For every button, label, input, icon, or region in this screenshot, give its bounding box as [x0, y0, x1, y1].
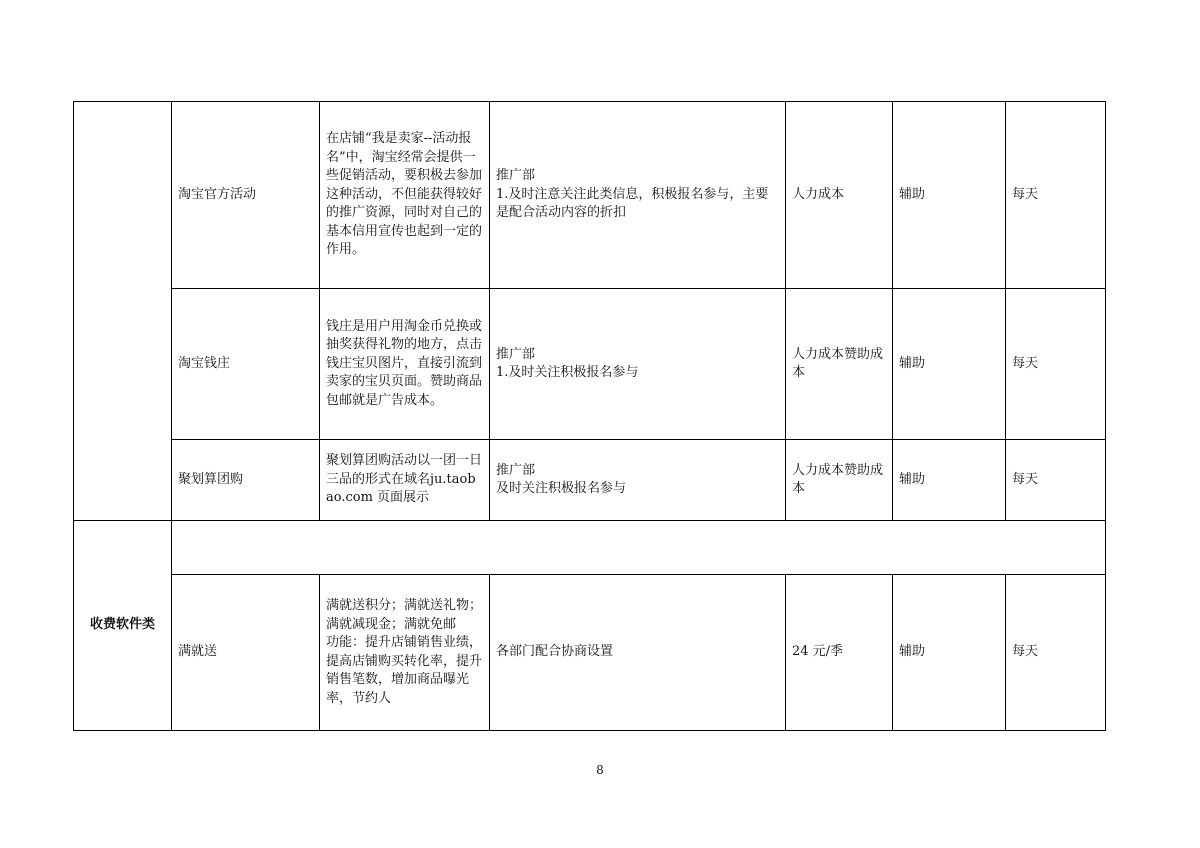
- item-name: 淘宝官方活动: [172, 102, 320, 289]
- item-description: 聚划算团购活动以一团一日三品的形式在域名ju.taobao.com 页面展示: [320, 440, 490, 521]
- item-cost: 24 元/季: [786, 575, 893, 731]
- table-row: [74, 440, 1106, 521]
- item-frequency: 每天: [1006, 289, 1106, 440]
- item-frequency: 每天: [1006, 575, 1106, 731]
- item-execution: 推广部 1.及时注意关注此类信息，积极报名参与，主要是配合活动内容的折扣: [490, 102, 786, 289]
- empty-merged-cell: [172, 521, 1106, 575]
- page-number: 8: [596, 763, 604, 777]
- item-role: 辅助: [893, 440, 1006, 521]
- promotion-table: [73, 101, 1106, 731]
- table-row: [74, 521, 1106, 575]
- item-name: 满就送: [172, 575, 320, 731]
- item-cost: 人力成本: [786, 102, 893, 289]
- category-cell-continued: [74, 102, 172, 521]
- item-description: 钱庄是用户用淘金币兑换或抽奖获得礼物的地方，点击钱庄宝贝图片，直接引流到卖家的宝贝页面。赞助商品包邮就是广告成本。: [320, 289, 490, 440]
- item-frequency: 每天: [1006, 102, 1106, 289]
- item-execution: 各部门配合协商设置: [490, 575, 786, 731]
- item-execution: 推广部 1.及时关注积极报名参与: [490, 289, 786, 440]
- item-execution: 推广部 及时关注积极报名参与: [490, 440, 786, 521]
- item-cost: 人力成本赞助成本: [786, 289, 893, 440]
- item-role: 辅助: [893, 289, 1006, 440]
- table-row: [74, 575, 1106, 731]
- category-cell: 收费软件类: [74, 521, 172, 731]
- item-frequency: 每天: [1006, 440, 1106, 521]
- item-role: 辅助: [893, 102, 1006, 289]
- table-row: [74, 102, 1106, 289]
- item-role: 辅助: [893, 575, 1006, 731]
- item-cost: 人力成本赞助成本: [786, 440, 893, 521]
- item-description: 满就送积分；满就送礼物；满就减现金；满就免邮 功能：提升店铺销售业绩，提高店铺购买转化率，提升销售笔数，增加商品曝光率，节约人: [320, 575, 490, 731]
- item-description: 在店铺“我是卖家--活动报名”中，淘宝经常会提供一些促销活动，要积极去参加这种活动，不但能获得较好的推广资源，同时对自己的基本信用宣传也起到一定的作用。: [320, 102, 490, 289]
- item-name: 淘宝钱庄: [172, 289, 320, 440]
- table-row: [74, 289, 1106, 440]
- item-name: 聚划算团购: [172, 440, 320, 521]
